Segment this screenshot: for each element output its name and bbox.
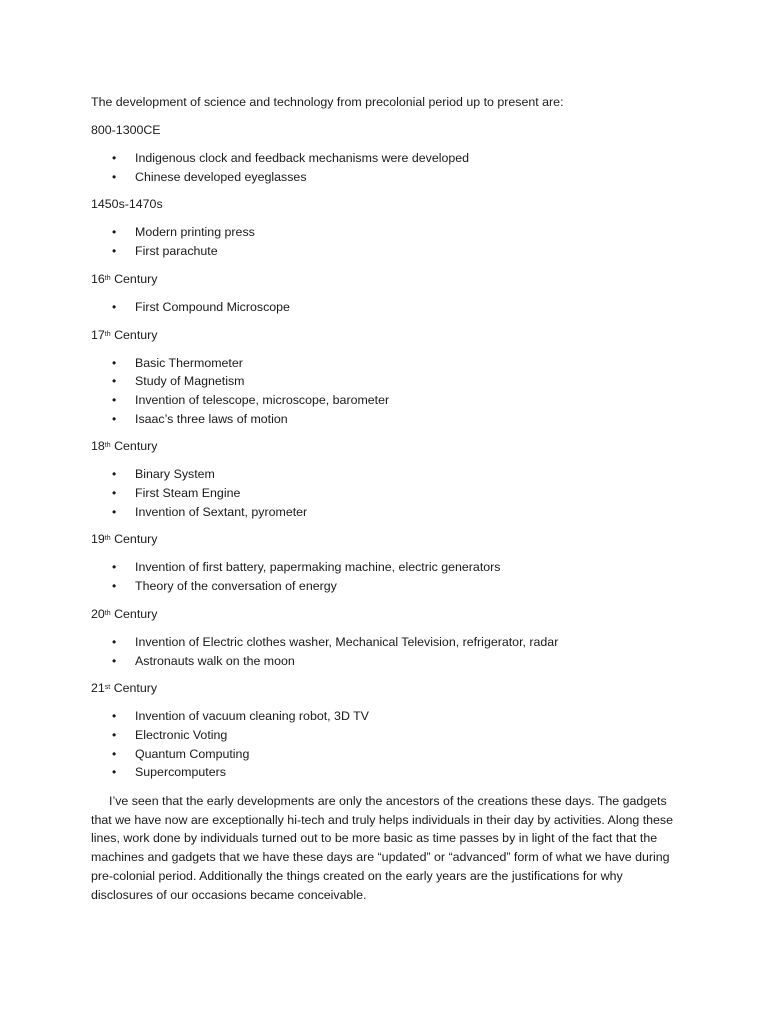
bullet-icon: • xyxy=(112,355,117,370)
bullet-list xyxy=(91,707,688,782)
list-item xyxy=(91,503,688,522)
intro-paragraph: The development of science and technology from precolonial period up to present are: xyxy=(91,95,564,109)
section-heading-suffix: Century xyxy=(110,532,158,547)
list-item xyxy=(91,745,688,764)
list-item xyxy=(91,633,688,652)
section-heading-label: 16 xyxy=(91,271,105,286)
list-item-text: Study of Magnetism xyxy=(135,374,245,389)
list-item xyxy=(91,558,688,577)
list-item-text: Electronic Voting xyxy=(135,727,228,742)
list-item-text: Theory of the conversation of energy xyxy=(135,579,337,594)
bullet-icon: • xyxy=(112,392,117,407)
list-item xyxy=(91,652,688,671)
timeline-sections xyxy=(91,122,688,782)
bullet-list xyxy=(91,223,688,260)
list-item xyxy=(91,484,688,503)
section-heading-label: 18 xyxy=(91,439,105,454)
bullet-icon: • xyxy=(112,765,117,780)
bullet-icon: • xyxy=(112,151,117,165)
list-item-text: Quantum Computing xyxy=(135,746,250,761)
list-item xyxy=(91,354,688,373)
section-heading-ordinal: th xyxy=(104,330,111,338)
list-item-text: Invention of first battery, papermaking machine, electric generators xyxy=(135,560,501,575)
section-heading xyxy=(91,271,688,288)
bullet-icon: • xyxy=(112,504,117,519)
list-item-text: First parachute xyxy=(135,244,218,259)
section-heading-label: 19 xyxy=(91,532,105,547)
section-heading-suffix: Century xyxy=(110,606,158,621)
list-item xyxy=(91,763,688,782)
list-item xyxy=(91,298,688,317)
section-heading-label: 800-1300CE xyxy=(91,123,161,137)
bullet-icon: • xyxy=(112,579,117,594)
section-heading xyxy=(91,606,688,623)
list-item xyxy=(91,726,688,745)
list-item-text: Invention of Electric clothes washer, Mechanical Television, refrigerator, radar xyxy=(135,634,559,649)
bullet-list xyxy=(91,558,688,595)
list-item-text: Binary System xyxy=(135,467,215,482)
list-item xyxy=(91,410,688,429)
bullet-icon: • xyxy=(112,169,117,184)
list-item xyxy=(91,372,688,391)
bullet-icon: • xyxy=(112,299,117,314)
bullet-list xyxy=(91,298,688,317)
section-heading-ordinal: th xyxy=(104,535,111,543)
section-heading-label: 21 xyxy=(91,681,105,696)
bullet-list xyxy=(91,465,688,521)
list-item-text: Invention of telescope, microscope, barometer xyxy=(135,392,390,407)
list-item xyxy=(91,391,688,410)
list-item xyxy=(91,223,688,242)
section-heading xyxy=(91,196,688,213)
section-heading-label: 17 xyxy=(91,327,105,342)
bullet-list xyxy=(91,149,688,186)
section-heading-ordinal: th xyxy=(104,442,111,450)
section-heading-label: 1450s-1470s xyxy=(91,197,163,212)
bullet-icon: • xyxy=(112,467,117,482)
list-item-text: Astronauts walk on the moon xyxy=(135,653,295,668)
section-heading-ordinal: th xyxy=(104,609,111,617)
list-item xyxy=(91,577,688,596)
bullet-icon: • xyxy=(112,225,117,240)
section-heading xyxy=(91,122,688,139)
bullet-list xyxy=(91,354,688,429)
section-heading-suffix: Century xyxy=(110,327,158,342)
section-heading-ordinal: th xyxy=(104,274,111,282)
section-heading xyxy=(91,680,688,697)
list-item xyxy=(91,168,688,187)
list-item-text: Invention of vacuum cleaning robot, 3D TV xyxy=(135,709,369,724)
section-heading-ordinal: st xyxy=(104,684,111,692)
bullet-list xyxy=(91,633,688,670)
section-heading xyxy=(91,531,688,548)
section-heading-suffix: Century xyxy=(110,271,158,286)
bullet-icon: • xyxy=(112,244,117,259)
section-heading-label: 20 xyxy=(91,606,105,621)
list-item xyxy=(91,707,688,726)
list-item-text: First Steam Engine xyxy=(135,486,241,501)
list-item-text: First Compound Microscope xyxy=(135,299,290,314)
list-item-text: Indigenous clock and feedback mechanisms were developed xyxy=(135,151,470,165)
bullet-icon: • xyxy=(112,653,117,668)
section-heading-suffix: Century xyxy=(110,439,158,454)
section-heading xyxy=(91,327,688,344)
section-heading xyxy=(91,438,688,455)
bullet-icon: • xyxy=(112,746,117,761)
list-item-text: Modern printing press xyxy=(135,225,255,240)
bullet-icon: • xyxy=(112,411,117,426)
list-item-text: Basic Thermometer xyxy=(135,355,243,370)
list-item xyxy=(91,149,688,168)
bullet-icon: • xyxy=(112,634,117,649)
bullet-icon: • xyxy=(112,709,117,724)
list-item-text: Invention of Sextant, pyrometer xyxy=(135,504,308,519)
section-heading-suffix: Century xyxy=(110,681,158,696)
bullet-icon: • xyxy=(112,486,117,501)
bullet-icon: • xyxy=(112,727,117,742)
list-item-text: Isaac’s three laws of motion xyxy=(135,411,288,426)
bullet-icon: • xyxy=(112,560,117,575)
list-item xyxy=(91,242,688,261)
list-item-text: Supercomputers xyxy=(135,765,226,780)
list-item-text: Chinese developed eyeglasses xyxy=(135,169,307,184)
bullet-icon: • xyxy=(112,374,117,389)
closing-paragraph: I’ve seen that the early developments are only the ancestors of the creations these days. The gadgets that we have now are exceptionally hi-tech and truly helps individuals in their day by activities. Along these lines, work done by individuals turned out to be more basic as time passes by in light of the fact that the machines and gadgets that we have these days are “updated” or “advanced” form of what we have during pre-colonial period. Additionally the things created on the early years are the justifications for why disclosures of our occasions became conceivable. xyxy=(91,794,674,902)
list-item xyxy=(91,465,688,484)
